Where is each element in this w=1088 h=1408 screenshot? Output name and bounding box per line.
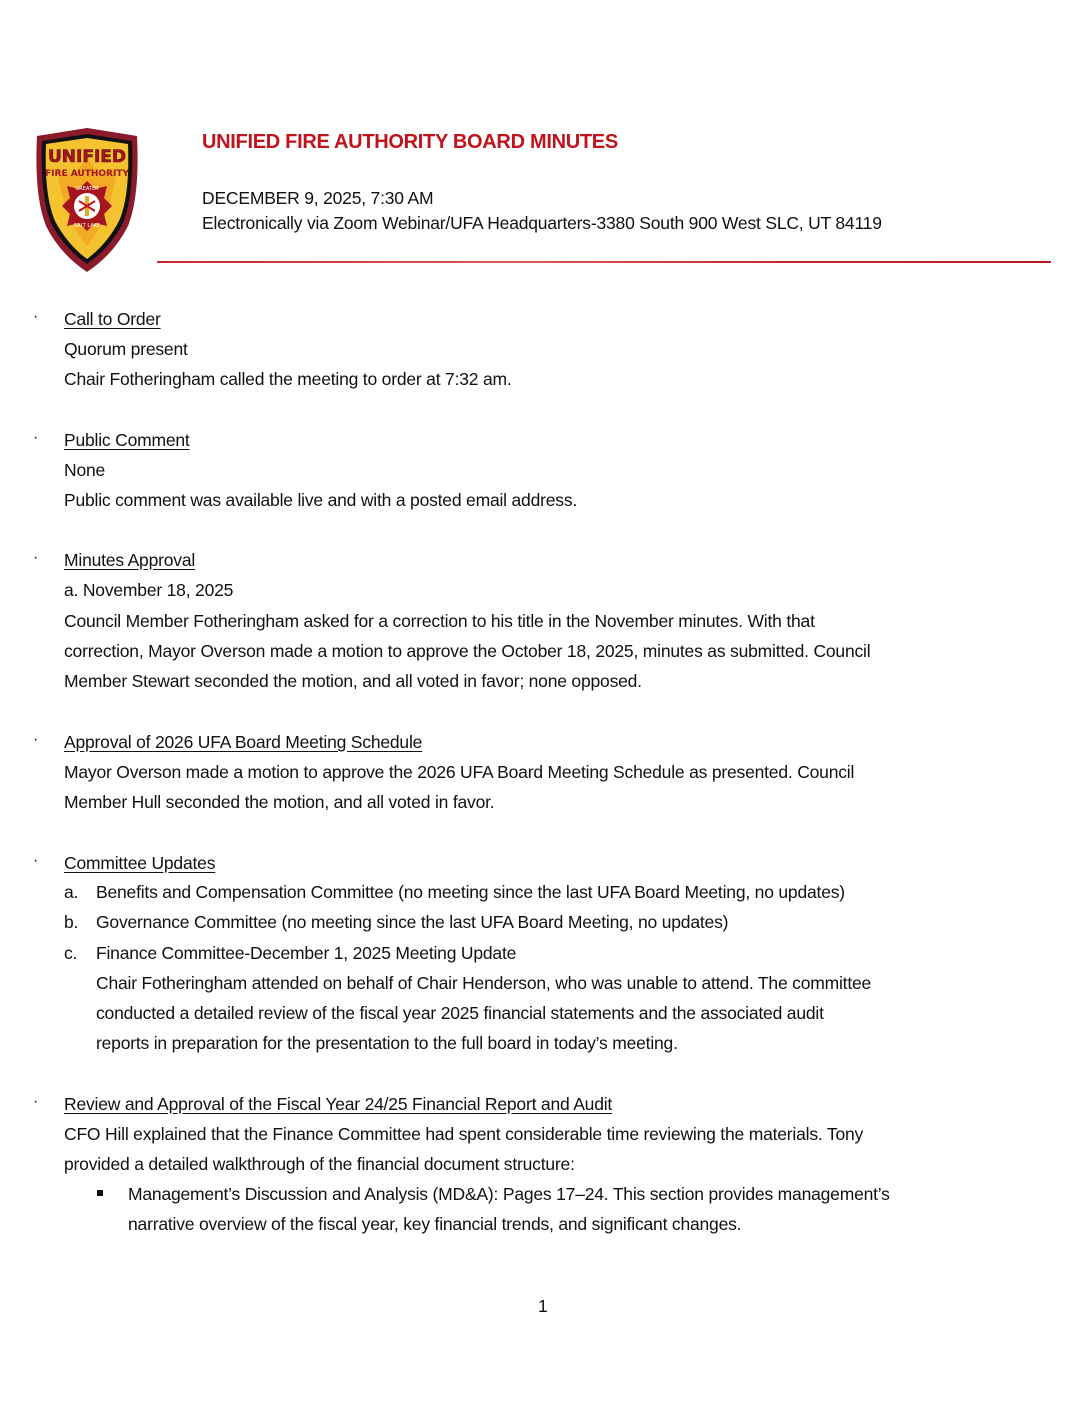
- page-number: 1: [538, 1296, 548, 1316]
- section-heading-board-schedule: Approval of 2026 UFA Board Meeting Schedule: [64, 732, 423, 752]
- ufa-logo-badge: [32, 126, 142, 274]
- list-marker: b.: [64, 912, 79, 932]
- bullet-icon: ·: [33, 852, 39, 869]
- committee-item: Benefits and Compensation Committee (no meeting since the last UFA Board Meeting, no updates): [96, 882, 845, 902]
- svg-text:FIRE AUTHORITY: FIRE AUTHORITY: [45, 169, 129, 179]
- section-line: Council Member Fotheringham asked for a correction to his title in the November minutes. With that: [64, 611, 815, 631]
- section-line: CFO Hill explained that the Finance Committee had spent considerable time reviewing the materials. Tony: [64, 1124, 864, 1144]
- section-line: a. November 18, 2025: [64, 580, 234, 600]
- committee-item: Finance Committee-December 1, 2025 Meeting Update: [96, 943, 517, 963]
- header-divider: [157, 261, 1051, 263]
- section-heading-public-comment: Public Comment: [64, 430, 190, 450]
- section-line: Member Hull seconded the motion, and all voted in favor.: [64, 792, 495, 812]
- svg-text:SALT LAKE: SALT LAKE: [73, 223, 101, 229]
- section-line: Public comment was available live and with a posted email address.: [64, 490, 578, 510]
- section-heading-committee-updates: Committee Updates: [64, 853, 216, 873]
- bullet-icon: ·: [33, 731, 39, 748]
- svg-text:UNIFIED: UNIFIED: [47, 147, 127, 167]
- section-line: Quorum present: [64, 339, 188, 359]
- section-line: Member Stewart seconded the motion, and all voted in favor; none opposed.: [64, 671, 642, 691]
- meeting-date-time: DECEMBER 9, 2025, 7:30 AM: [202, 188, 434, 208]
- section-line: Chair Fotheringham called the meeting to order at 7:32 am.: [64, 369, 512, 389]
- svg-text:GREATER: GREATER: [75, 186, 99, 192]
- bullet-icon: ·: [33, 549, 39, 566]
- square-bullet-icon: [97, 1190, 103, 1196]
- section-heading-minutes-approval: Minutes Approval: [64, 550, 196, 570]
- list-marker: c.: [64, 943, 78, 963]
- section-line: conducted a detailed review of the fiscal year 2025 financial statements and the associated audit: [96, 1003, 824, 1023]
- document-title: UNIFIED FIRE AUTHORITY BOARD MINUTES: [202, 131, 618, 153]
- bullet-icon: ·: [33, 308, 39, 325]
- bullet-icon: ·: [33, 1093, 39, 1110]
- section-line: provided a detailed walkthrough of the financial document structure:: [64, 1154, 575, 1174]
- section-line: Chair Fotheringham attended on behalf of Chair Henderson, who was unable to attend. The committee: [96, 973, 872, 993]
- section-heading-call-to-order: Call to Order: [64, 309, 161, 329]
- list-marker: a.: [64, 882, 79, 902]
- fire-badge-icon: [32, 126, 142, 274]
- section-line: correction, Mayor Overson made a motion to approve the October 18, 2025, minutes as submitted. Council: [64, 641, 871, 661]
- committee-item: Governance Committee (no meeting since the last UFA Board Meeting, no updates): [96, 912, 729, 932]
- meeting-location: Electronically via Zoom Webinar/UFA Headquarters-3380 South 900 West SLC, UT 84119: [202, 213, 882, 233]
- sub-bullet-line: narrative overview of the fiscal year, key financial trends, and significant changes.: [128, 1214, 742, 1234]
- bullet-icon: ·: [33, 429, 39, 446]
- section-line: reports in preparation for the presentation to the full board in today’s meeting.: [96, 1033, 678, 1053]
- section-line: Mayor Overson made a motion to approve the 2026 UFA Board Meeting Schedule as presented. Council: [64, 762, 855, 782]
- section-heading-financial-report: Review and Approval of the Fiscal Year 24/25 Financial Report and Audit: [64, 1094, 613, 1114]
- sub-bullet-line: Management’s Discussion and Analysis (MD&A): Pages 17–24. This section provides management’s: [128, 1184, 890, 1204]
- section-line: None: [64, 460, 106, 480]
